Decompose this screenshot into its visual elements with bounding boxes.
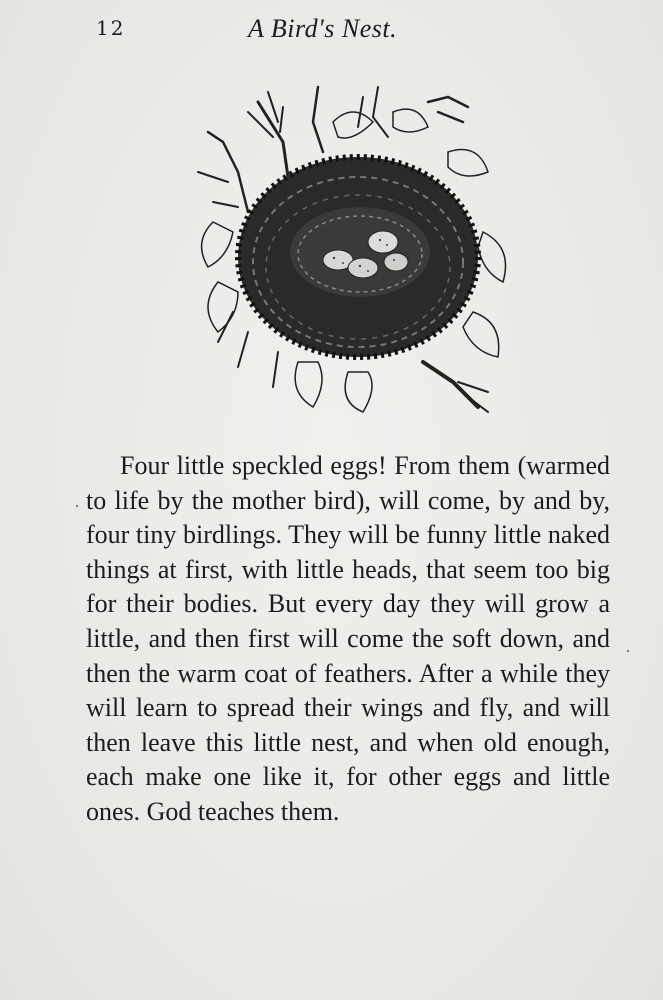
- body-paragraph: Four little speckled eggs! From them (warmed to life by the mother bird), will come, by and by, four tiny birdlings. They will be funny little naked things at first, with little heads, that seem too big for their bodies. But every day they will grow a little, and then first will come the soft down, and then the warm coat of feathers. After a while they will learn to spread their wings and fly, and will then leave this little nest, and when old enough, each make one like it, for other eggs and little ones. God teaches them.: [86, 451, 610, 826]
- nest-icon: [188, 82, 518, 417]
- running-title: A Bird's Nest.: [248, 14, 398, 43]
- page-speck: [627, 650, 629, 652]
- nest-illustration: [188, 82, 518, 417]
- page-speck: [76, 505, 78, 507]
- running-head: [0, 14, 663, 46]
- page-number: 12: [96, 16, 126, 40]
